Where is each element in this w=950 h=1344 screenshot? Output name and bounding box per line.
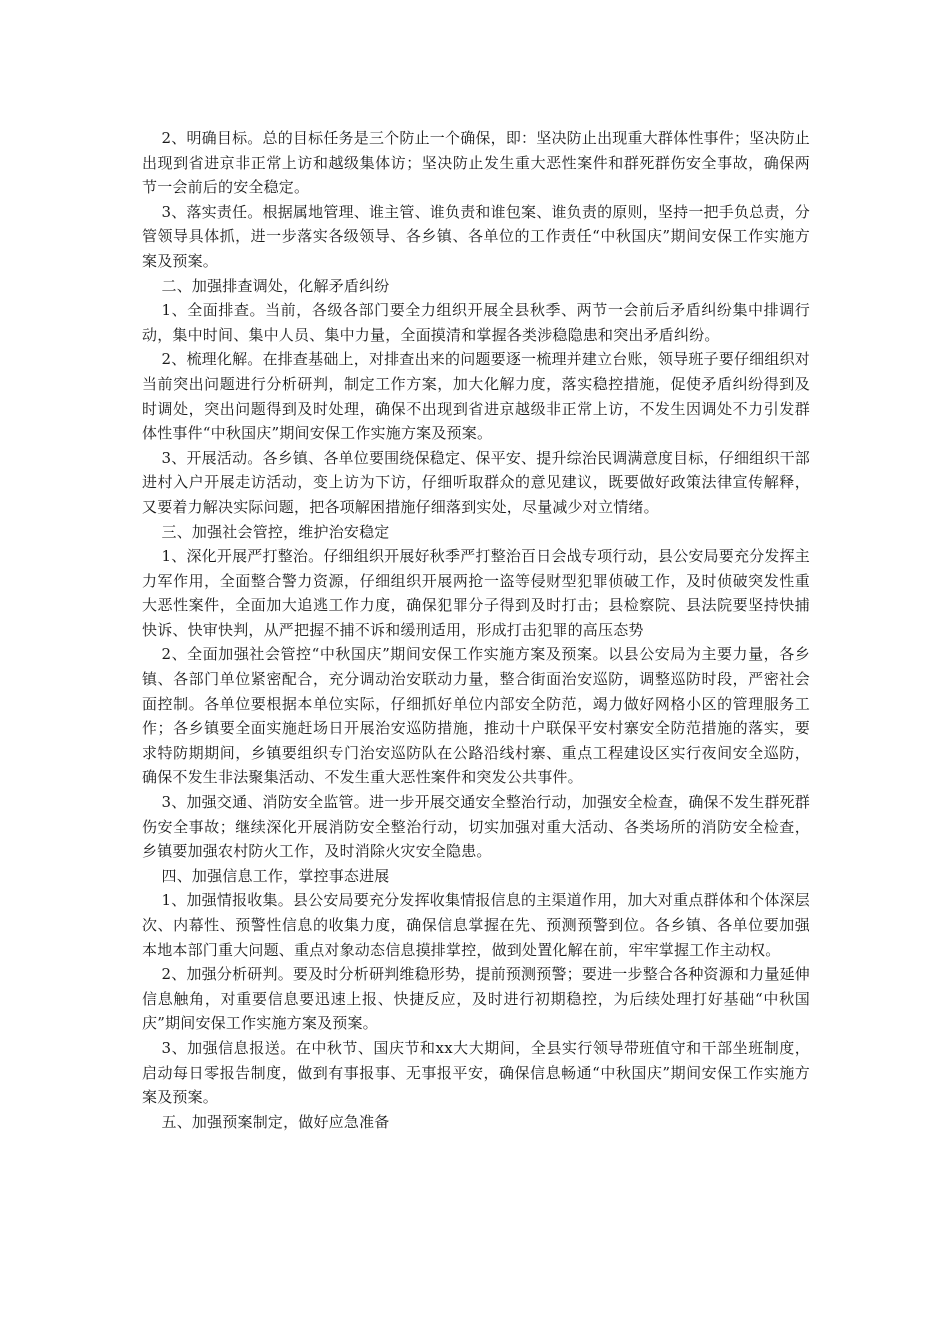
paragraph: 2、明确目标。总的目标任务是三个防止一个确保，即：坚决防止出现重大群体性事件；坚决防止出现到省进京非正常上访和越级集体访；坚决防止发生重大恶性案件和群死群伤安全事故，确保两节一会前后的安全稳定。 (142, 129, 810, 197)
section-heading: 二、加强排查调处，化解矛盾纠纷 (161, 276, 390, 295)
section-heading: 三、加强社会管控，维护治安稳定 (161, 522, 390, 541)
paragraph: 2、全面加强社会管控“中秋国庆”期间安保工作实施方案及预案。以县公安局为主要力量，各乡镇、各部门单位紧密配合，充分调动治安联动力量，整合街面治安巡防，调整巡防时段，严密社会面控制。各单位要根据本单位实际，仔细抓好单位内部安全防范，竭力做好网格小区的管理服务工作；各乡镇要全面实施赶场日开展治安巡防措施，推动十户联保平安村寨安全防范措施的落实，要求特防期期间，乡镇要组织专门治安巡防队在公路沿线村寨、重点工程建设区实行夜间安全巡防，确保不发生非法聚集活动、不发生重大恶性案件和突发公共事件。 (142, 645, 810, 787)
paragraph: 3、开展活动。各乡镇、各单位要围绕保稳定、保平安、提升综治民调满意度目标，仔细组织干部进村入户开展走访活动，变上访为下访，仔细听取群众的意见建议，既要做好政策法律宣传解释，又要着力解决实际问题，把各项解困措施仔细落到实处，尽量减少对立情绪。 (142, 448, 810, 516)
paragraph: 1、全面排查。当前，各级各部门要全力组织开展全县秋季、两节一会前后矛盾纠纷集中排调行动，集中时间、集中人员、集中力量，全面摸清和掌握各类涉稳隐患和突出矛盾纠纷。 (142, 301, 810, 344)
paragraph: 1、加强情报收集。县公安局要充分发挥收集情报信息的主渠道作用，加大对重点群体和个体深层次、内幕性、预警性信息的收集力度，确保信息掌握在先、预测预警到位。各乡镇、各单位要加强本地本部门重大问题、重点对象动态信息摸排掌控，做到处置化解在前，牢牢掌握工作主动权。 (142, 891, 810, 959)
section-heading: 五、加强预案制定，做好应急准备 (161, 1112, 390, 1131)
paragraph: 3、加强交通、消防安全监管。进一步开展交通安全整治行动，加强安全检查，确保不发生群死群伤安全事故；继续深化开展消防安全整治行动，切实加强对重大活动、各类场所的消防安全检查，乡镇要加强农村防火工作，及时消除火灾安全隐患。 (142, 793, 810, 861)
section-heading: 四、加强信息工作，掌控事态进展 (161, 866, 390, 885)
paragraph: 2、梳理化解。在排查基础上，对排查出来的问题要逐一梳理并建立台账，领导班子要仔细组织对当前突出问题进行分析研判，制定工作方案，加大化解力度，落实稳控措施，促使矛盾纠纷得到及时调处，突出问题得到及时处理，确保不出现到省进京越级非正常上访，不发生因调处不力引发群体性事件“中秋国庆”期间安保工作实施方案及预案。 (142, 350, 810, 443)
paragraph: 1、深化开展严打整治。仔细组织开展好秋季严打整治百日会战专项行动，县公安局要充分发挥主力军作用，全面整合警力资源，仔细组织开展两抢一盗等侵财型犯罪侦破工作，及时侦破突发性重大恶性案件，全面加大追逃工作力度，确保犯罪分子得到及时打击；县检察院、县法院要坚持快捕快诉、快审快判，从严把握不捕不诉和缓刑适用，形成打击犯罪的高压态势 (142, 547, 810, 639)
paragraph: 2、加强分析研判。要及时分析研判维稳形势，提前预测预警；要进一步整合各种资源和力量延伸信息触角，对重要信息要迅速上报、快捷反应，及时进行初期稳控，为后续处理打好基础“中秋国庆”期间安保工作实施方案及预案。 (142, 965, 810, 1033)
document-body (142, 126, 810, 1134)
paragraph: 3、加强信息报送。在中秋节、国庆节和xx大大期间，全县实行领导带班值守和干部坐班制度，启动每日零报告制度，做到有事报事、无事报平安，确保信息畅通“中秋国庆”期间安保工作实施方案及预案。 (142, 1038, 810, 1107)
paragraph: 3、落实责任。根据属地管理、谁主管、谁负责和谁包案、谁负责的原则，坚持一把手负总责，分管领导具体抓，进一步落实各级领导、各乡镇、各单位的工作责任“中秋国庆”期间安保工作实施方案及预案。 (142, 202, 810, 270)
